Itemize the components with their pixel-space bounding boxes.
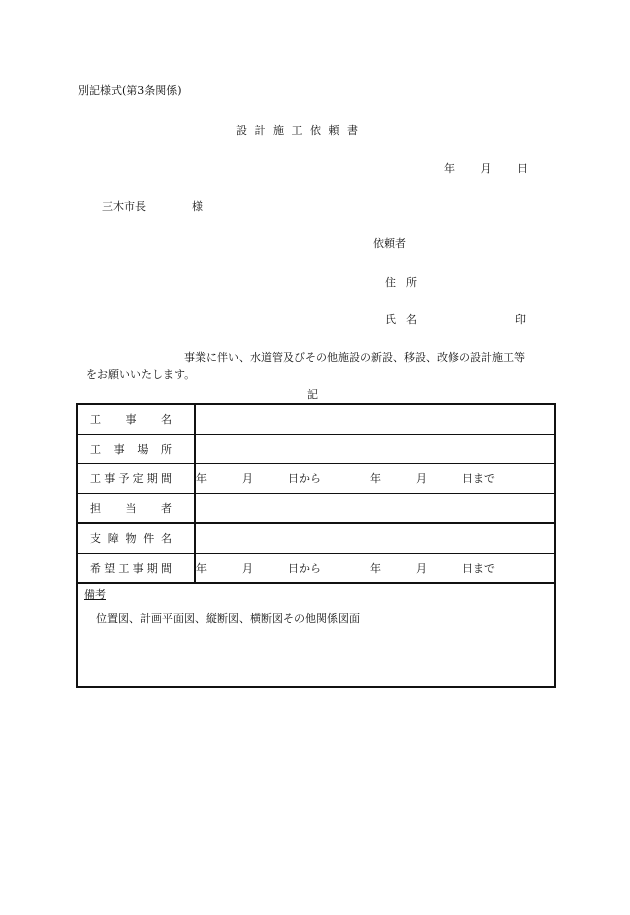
document-title: 設計施工依頼書 [236, 124, 366, 137]
row-label: 担当者 [90, 501, 172, 515]
date-month: 月 [480, 162, 492, 175]
row-label: 支障物件名 [90, 532, 172, 546]
row-label-cell [77, 434, 195, 464]
row-label-cell [77, 493, 195, 523]
row-label-cell [77, 404, 195, 434]
row-label: 工事名 [90, 413, 172, 427]
row-label-cell [77, 464, 195, 494]
to-month: 月 [416, 472, 427, 486]
seal-mark: 印 [515, 313, 526, 326]
from-month: 月 [242, 472, 253, 486]
table-row [77, 464, 555, 494]
table-row [77, 404, 555, 434]
body-text-line-2: をお願いいたします。 [86, 368, 196, 381]
from-month: 月 [242, 561, 253, 575]
from-year: 年 [196, 472, 207, 486]
from-year: 年 [196, 561, 207, 575]
ki-heading: 記 [307, 388, 318, 401]
name-label: 氏名 [385, 313, 427, 326]
row-label-cell [77, 553, 195, 583]
remarks-cell[interactable] [77, 583, 555, 687]
to-year: 年 [370, 472, 381, 486]
table-row [77, 523, 555, 553]
row-label: 工事場所 [90, 442, 172, 456]
row-label-cell [77, 523, 195, 553]
row-label: 希望工事期間 [90, 561, 172, 575]
desired-period-field[interactable] [195, 553, 555, 583]
body-text-line-1: 事業に伴い、水道管及びその他施設の新設、移設、改修の設計施工等 [184, 351, 525, 364]
construction-location-field[interactable] [195, 434, 555, 464]
remarks-body: 位置図、計画平面図、縦断図、横断図その他関係図面 [96, 612, 360, 625]
addressee-name: 三木市長 [102, 200, 146, 213]
remarks-row [77, 583, 555, 687]
request-details-table [76, 403, 556, 688]
row-label: 工事予定期間 [90, 472, 172, 486]
to-month: 月 [416, 561, 427, 575]
form-reference: 別記様式(第3条関係) [78, 84, 182, 97]
obstruction-name-field[interactable] [195, 523, 555, 553]
from-day: 日から [288, 472, 321, 486]
requester-label: 依頼者 [373, 237, 406, 250]
to-day: 日まで [462, 561, 495, 575]
planned-period-field[interactable] [195, 464, 555, 494]
date-line [444, 162, 528, 176]
addressee-honorific: 様 [192, 200, 203, 213]
from-day: 日から [288, 561, 321, 575]
date-year: 年 [444, 162, 455, 175]
address-label: 住所 [385, 276, 427, 289]
to-day: 日まで [462, 472, 495, 486]
to-year: 年 [370, 561, 381, 575]
date-day: 日 [517, 162, 528, 175]
table-row [77, 553, 555, 583]
remarks-title: 備考 [84, 588, 106, 601]
addressee [102, 200, 203, 214]
table-row [77, 434, 555, 464]
person-in-charge-field[interactable] [195, 493, 555, 523]
table-row [77, 493, 555, 523]
construction-name-field[interactable] [195, 404, 555, 434]
